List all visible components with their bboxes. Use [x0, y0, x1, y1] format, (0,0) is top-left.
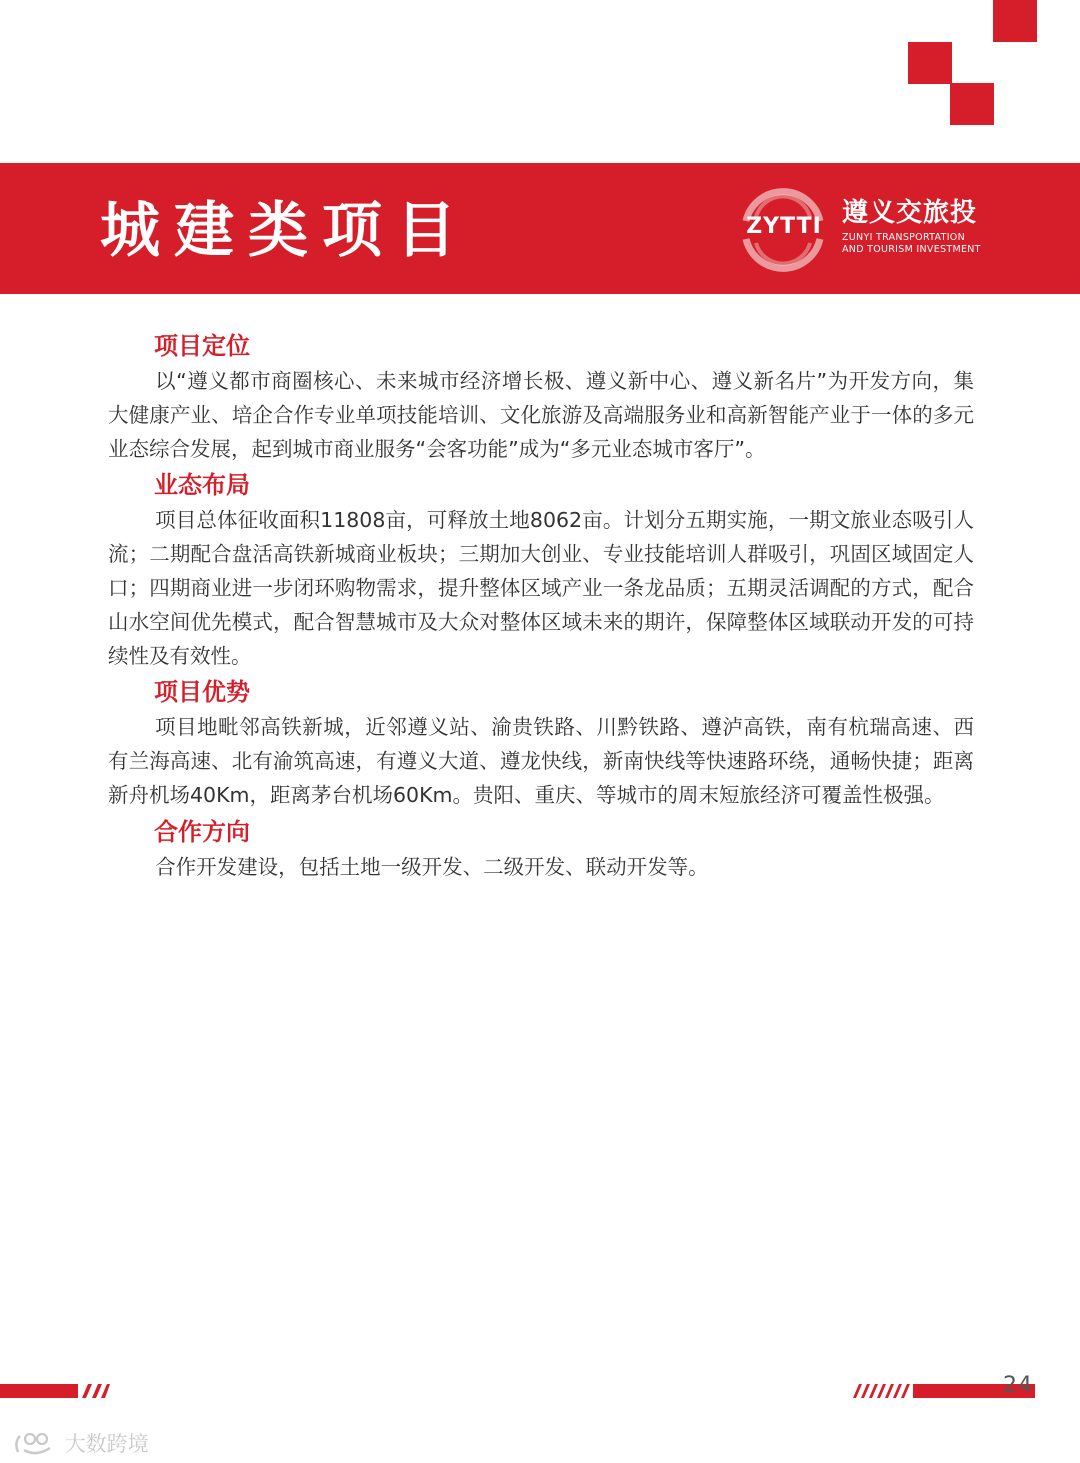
logo-name-cn: 遵义交旅投 — [842, 198, 978, 228]
page-title: 城建类项目 — [100, 196, 470, 266]
watermark — [12, 1428, 149, 1458]
section-body: 以“遵义都市商圈核心、未来城市经济增长极、遵义新中心、遵义新名片”为开发方向，集大健康产业、培企合作专业单项技能培训、文化旅游及高端服务业和高新智能产业于一体的多元业态综合发展，起到城市商业服务“会客功能”成为“多元业态城市客厅”。 — [108, 369, 974, 461]
title-banner — [0, 163, 1080, 294]
footer-stripe-left — [0, 1384, 110, 1398]
article-content — [108, 327, 974, 885]
logo-name-en-line1: ZUNYI TRANSPORTATION — [842, 232, 965, 243]
section-body: 项目总体征收面积11808亩，可释放土地8062亩。计划分五期实施，一期文旅业态吸引人流；二期配合盘活高铁新城商业板块；三期加大创业、专业技能培训人群吸引，巩固区域固定人口；四期商业进一步闭环购物需求，提升整体区域产业一条龙品质；五期灵活调配的方式，配合山水空间优先模式，配合智慧城市及大众对整体区域未来的期许，保障整体区域联动开发的可持续性及有效性。 — [108, 508, 974, 668]
section-heading: 项目优势 — [154, 678, 250, 707]
logo-name-en — [842, 232, 992, 256]
page-number: 24 — [1003, 1373, 1033, 1398]
section-heading: 合作方向 — [154, 817, 250, 846]
section-body: 项目地毗邻高铁新城，近邻遵义站、渝贵铁路、川黔铁路、遵泸高铁，南有杭瑞高速、西有兰海高速、北有渝筑高速，有遵义大道、遵龙快线，新南快线等快速路环绕，通畅快捷；距离新舟机场40Km，距离茅台机场60Km。贵阳、重庆、等城市的周末短旅经济可覆盖性极强。 — [108, 715, 974, 807]
watermark-logo-icon — [12, 1430, 58, 1458]
section-body: 合作开发建设，包括土地一级开发、二级开发、联动开发等。 — [155, 854, 709, 879]
logo-name-en-line2: AND TOURISM INVESTMENT — [842, 244, 981, 255]
watermark-text: 大数跨境 — [64, 1432, 149, 1456]
company-logo — [738, 187, 988, 273]
decor-square — [993, 0, 1037, 42]
decor-square — [950, 83, 994, 125]
logo-mark: ZYTTI — [746, 214, 822, 239]
decor-square — [908, 42, 952, 84]
section-heading: 项目定位 — [154, 332, 250, 360]
section-heading: 业态布局 — [154, 471, 250, 500]
